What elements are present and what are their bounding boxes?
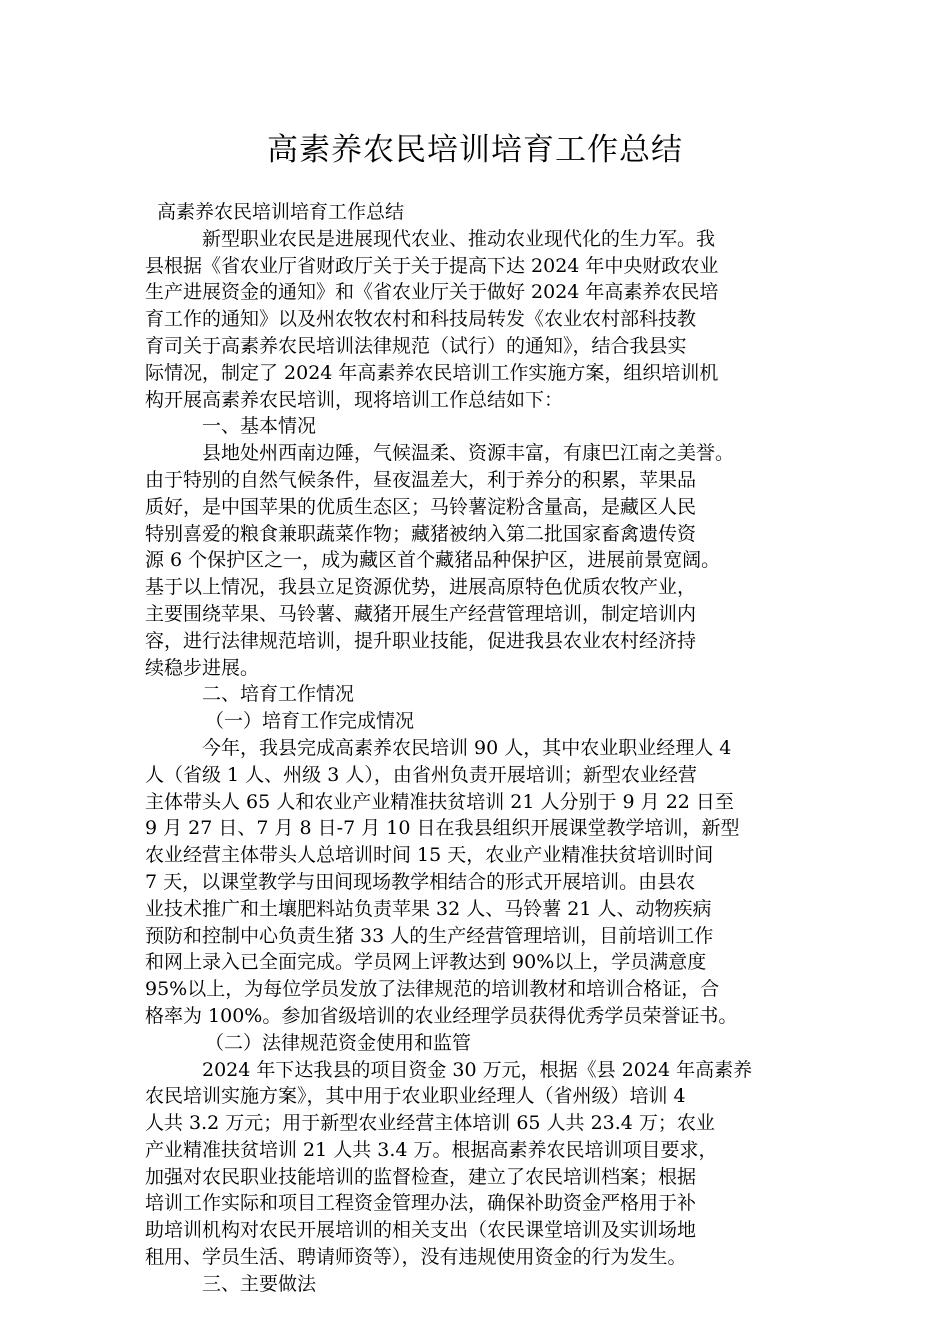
paragraph-line: 主体带头人 65 人和农业产业精准扶贫培训 21 人分别于 9 月 22 日至 (145, 790, 734, 813)
paragraph-line: 助培训机构对农民开展培训的相关支出（农民课堂培训及实训场地 (145, 1219, 697, 1242)
paragraph-line: 特别喜爱的粮食兼职蔬菜作物；藏猪被纳入第二批国家畜禽遗传资 (145, 522, 697, 545)
paragraph-line: 主要围绕苹果、马铃薯、藏猪开展生产经营管理培训，制定培训内 (145, 602, 697, 625)
paragraph-line: 由于特别的自然气候条件，昼夜温差大，利于养分的积累，苹果品 (145, 468, 697, 491)
paragraph-line: 农民培训实施方案》，其中用于农业职业经理人（省州级）培训 4 (145, 1085, 686, 1108)
paragraph-line: 质好，是中国苹果的优质生态区；马铃薯淀粉含量高，是藏区人民 (145, 495, 697, 518)
paragraph-line: 容，进行法律规范培训，提升职业技能，促进我县农业农村经济持 (145, 629, 697, 652)
paragraph-line: 9 月 27 日、7 月 8 日-7 月 10 日在我县组织开展课堂教学培训，新型 (145, 817, 740, 840)
paragraph-line: 和网上录入已全面完成。学员网上评教达到 90%以上，学员满意度 (145, 951, 707, 974)
paragraph-line: 人（省级 1 人、州级 3 人），由省州负责开展培训；新型农业经营 (145, 763, 697, 786)
paragraph-line: 源 6 个保护区之一，成为藏区首个藏猪品种保护区，进展前景宽阔。 (145, 549, 721, 572)
paragraph-line: 基于以上情况，我县立足资源优势，进展高原特色优质农牧产业， (145, 576, 697, 599)
paragraph-line: 2024 年下达我县的项目资金 30 万元，根据《县 2024 年高素养 (202, 1058, 753, 1081)
document-body (145, 199, 805, 1298)
paragraph-line: 构开展高素养农民培训，现将培训工作总结如下： (145, 388, 564, 411)
section-heading: 二、培育工作情况 (202, 683, 355, 706)
paragraph-line: 育工作的通知》以及州农牧农村和科技局转发《农业农村部科技教 (145, 308, 697, 331)
paragraph-line: 际情况，制定了 2024 年高素养农民培训工作实施方案，组织培训机 (145, 361, 719, 384)
paragraph-line: 生产进展资金的通知》和《省农业厅关于做好 2024 年高素养农民培 (145, 281, 719, 304)
paragraph-line: 加强对农民职业技能培训的监督检查，建立了农民培训档案；根据 (145, 1165, 697, 1188)
section-heading: 一、基本情况 (202, 415, 317, 438)
paragraph-line: 续稳步进展。 (145, 656, 260, 679)
paragraph-line: 人共 3.2 万元；用于新型农业经营主体培训 65 人共 23.4 万；农业 (145, 1112, 715, 1135)
paragraph-line: 产业精准扶贫培训 21 人共 3.4 万。根据高素养农民培训项目要求， (145, 1138, 718, 1161)
paragraph-line: 格率为 100%。参加省级培训的农业经理学员获得优秀学员荣誉证书。 (145, 1004, 738, 1027)
paragraph-line: 新型职业农民是进展现代农业、推动农业现代化的生力军。我 (202, 227, 716, 250)
paragraph-line: 今年，我县完成高素养农民培训 90 人，其中农业职业经理人 4 (202, 736, 732, 759)
section-heading: 三、主要做法 (202, 1272, 317, 1295)
paragraph-line: 95%以上，为每位学员发放了法律规范的培训教材和培训合格证，合 (145, 978, 720, 1001)
paragraph-line: 县地处州西南边陲，气候温柔、资源丰富，有康巴江南之美誉。 (202, 442, 735, 465)
paragraph-line: 业技术推广和土壤肥料站负责苹果 32 人、马铃薯 21 人、动物疾病 (145, 897, 712, 920)
paragraph-line: 7 天，以课堂教学与田间现场教学相结合的形式开展培训。由县农 (145, 870, 696, 893)
paragraph-line: 培训工作实际和项目工程资金管理办法，确保补助资金严格用于补 (145, 1192, 697, 1215)
paragraph-line: 育司关于高素养农民培训法律规范（试行）的通知》，结合我县实 (145, 334, 687, 357)
subsection-heading: （一）培育工作完成情况 (205, 710, 415, 733)
subsection-heading: （二）法律规范资金使用和监管 (205, 1031, 472, 1054)
paragraph-line: 县根据《省农业厅省财政厅关于关于提高下达 2024 年中央财政农业 (145, 254, 719, 277)
paragraph-line: 预防和控制中心负责生猪 33 人的生产经营管理培训，目前培训工作 (145, 924, 714, 947)
subtitle-line: 高素养农民培训培育工作总结 (157, 201, 405, 223)
paragraph-line: 租用、学员生活、聘请师资等），没有违规使用资金的行为发生。 (145, 1246, 687, 1269)
paragraph-line: 农业经营主体带头人总培训时间 15 天，农业产业精准扶贫培训时间 (145, 844, 714, 867)
document-title: 高素养农民培训培育工作总结 (267, 132, 683, 168)
